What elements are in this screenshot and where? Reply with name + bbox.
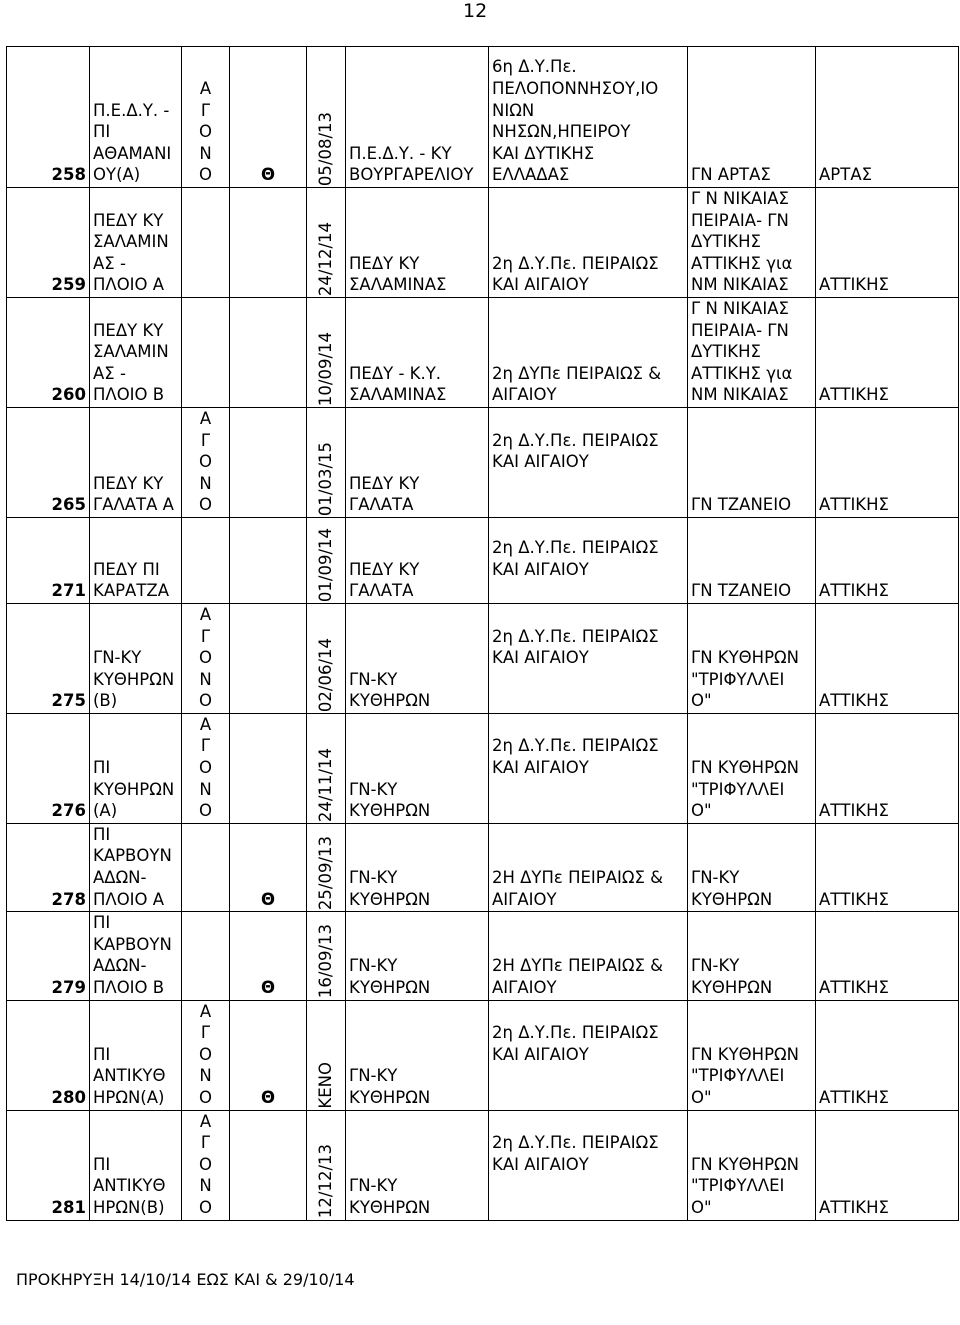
- hospital: ΓΝ ΚΥΘΗΡΩΝ "ΤΡΙΦΥΛΛΕΙ Ο": [688, 713, 816, 823]
- position-code: 275: [7, 603, 90, 713]
- health-center: ΓΝ-ΚΥ ΚΥΘΗΡΩΝ: [346, 1110, 489, 1220]
- theta-mark: Θ: [230, 1000, 307, 1110]
- health-region: 2Η ΔΥΠε ΠΕΙΡΑΙΩΣ & ΑΙΓΑΙΟΥ: [489, 912, 688, 1000]
- position-code: 279: [7, 912, 90, 1000]
- health-region: 2η Δ.Υ.Πε. ΠΕΙΡΑΙΩΣ ΚΑΙ ΑΙΓΑΙΟΥ: [489, 517, 688, 603]
- theta-mark: [230, 407, 307, 517]
- remote-area-letter: Ν: [199, 669, 212, 689]
- position-code: 258: [7, 47, 90, 188]
- date-cell: [307, 912, 346, 1000]
- unit-name: ΠΙ ΑΝΤΙΚΥΘ ΗΡΩΝ(Β): [90, 1110, 182, 1220]
- prefecture: ΑΤΤΙΚΗΣ: [816, 517, 959, 603]
- date-cell: [307, 517, 346, 603]
- vacancy-date: 24/11/14: [316, 747, 335, 822]
- hospital: Γ Ν ΝΙΚΑΙΑΣ ΠΕΙΡΑΙΑ- ΓΝ ΔΥΤΙΚΗΣ ΑΤΤΙΚΗΣ για ΝΜ ΝΙΚΑΙΑΣ: [688, 188, 816, 298]
- health-region: 2η Δ.Υ.Πε. ΠΕΙΡΑΙΩΣ ΚΑΙ ΑΙΓΑΙΟΥ: [489, 603, 688, 713]
- remote-area-flag: [182, 912, 230, 1000]
- remote-area-letter: Α: [199, 1111, 212, 1131]
- position-code: 271: [7, 517, 90, 603]
- prefecture: ΑΤΤΙΚΗΣ: [816, 407, 959, 517]
- vacancy-date: 10/09/14: [316, 331, 335, 406]
- remote-area-letter: Ο: [199, 165, 212, 185]
- theta-mark: [230, 297, 307, 407]
- remote-area-letter: Γ: [200, 626, 211, 646]
- remote-area-letter: Γ: [200, 1023, 211, 1043]
- health-center: ΠΕΔΥ ΚΥ ΓΑΛΑΤΑ: [346, 407, 489, 517]
- date-cell: [307, 188, 346, 298]
- table-row: [7, 517, 959, 603]
- vacancy-date: 05/08/13: [316, 111, 335, 186]
- prefecture: ΑΤΤΙΚΗΣ: [816, 1110, 959, 1220]
- position-code: 276: [7, 713, 90, 823]
- vacancy-date: 24/12/14: [316, 221, 335, 296]
- unit-name: Π.Ε.Δ.Υ. - ΠΙ ΑΘΑΜΑΝΙ ΟΥ(Α): [90, 47, 182, 188]
- health-center: ΓΝ-ΚΥ ΚΥΘΗΡΩΝ: [346, 603, 489, 713]
- remote-area-letter: Ν: [199, 143, 212, 163]
- theta-mark: Θ: [230, 912, 307, 1000]
- remote-area-letter: Γ: [200, 100, 211, 120]
- prefecture: ΑΡΤΑΣ: [816, 47, 959, 188]
- remote-area-letter: Ο: [199, 1197, 212, 1217]
- theta-mark: Θ: [230, 823, 307, 911]
- health-center: ΓΝ-ΚΥ ΚΥΘΗΡΩΝ: [346, 1000, 489, 1110]
- hospital: ΓΝ-ΚΥ ΚΥΘΗΡΩΝ: [688, 823, 816, 911]
- hospital: ΓΝ ΤΖΑΝΕΙΟ: [688, 517, 816, 603]
- remote-area-letter: Ο: [199, 1087, 212, 1107]
- remote-area-letter: Ο: [199, 1154, 212, 1174]
- remote-area-letter: Ν: [199, 1176, 212, 1196]
- theta-mark: [230, 603, 307, 713]
- vacancy-date: 01/09/14: [316, 527, 335, 602]
- hospital: ΓΝ ΑΡΤΑΣ: [688, 47, 816, 188]
- remote-area-letter: Ο: [199, 122, 212, 142]
- health-center: ΓΝ-ΚΥ ΚΥΘΗΡΩΝ: [346, 713, 489, 823]
- vacancy-date: 02/06/14: [316, 637, 335, 712]
- unit-name: ΠΙ ΑΝΤΙΚΥΘ ΗΡΩΝ(Α): [90, 1000, 182, 1110]
- date-cell: [307, 603, 346, 713]
- date-cell: [307, 407, 346, 517]
- theta-mark: [230, 713, 307, 823]
- theta-mark: [230, 1110, 307, 1220]
- remote-area-letter: Γ: [200, 736, 211, 756]
- prefecture: ΑΤΤΙΚΗΣ: [816, 823, 959, 911]
- remote-area-letter: Ο: [199, 691, 212, 711]
- position-code: 260: [7, 297, 90, 407]
- prefecture: ΑΤΤΙΚΗΣ: [816, 603, 959, 713]
- remote-area-letter: Ν: [199, 473, 212, 493]
- remote-area-letter: Ν: [199, 1066, 212, 1086]
- health-center: ΓΝ-ΚΥ ΚΥΘΗΡΩΝ: [346, 912, 489, 1000]
- health-region: 2η Δ.Υ.Πε. ΠΕΙΡΑΙΩΣ ΚΑΙ ΑΙΓΑΙΟΥ: [489, 407, 688, 517]
- remote-area-letter: Α: [199, 604, 212, 624]
- theta-mark: [230, 517, 307, 603]
- remote-area-flag: [182, 823, 230, 911]
- remote-area-flag: [182, 407, 230, 517]
- remote-area-letter: Ν: [199, 779, 212, 799]
- remote-area-letter: Ο: [199, 648, 212, 668]
- health-region: 2η ΔΥΠε ΠΕΙΡΑΙΩΣ & ΑΙΓΑΙΟΥ: [489, 297, 688, 407]
- remote-area-letter: Ο: [199, 495, 212, 515]
- remote-area-letter: Ο: [199, 1044, 212, 1064]
- table-row: [7, 603, 959, 713]
- health-region: 6η Δ.Υ.Πε. ΠΕΛΟΠΟΝΝΗΣΟΥ,ΙΟ ΝΙΩΝ ΝΗΣΩΝ,ΗΠΕΙΡΟΥ ΚΑΙ ΔΥΤΙΚΗΣ ΕΛΛΑΔΑΣ: [489, 47, 688, 188]
- unit-name: ΠΙ ΚΑΡΒΟΥΝ ΑΔΩΝ- ΠΛΟΙΟ Α: [90, 823, 182, 911]
- date-cell: [307, 713, 346, 823]
- unit-name: ΠΕΔΥ ΚΥ ΣΑΛΑΜΙΝ ΑΣ - ΠΛΟΙΟ Α: [90, 188, 182, 298]
- position-code: 280: [7, 1000, 90, 1110]
- health-region: 2Η ΔΥΠε ΠΕΙΡΑΙΩΣ & ΑΙΓΑΙΟΥ: [489, 823, 688, 911]
- unit-name: ΠΕΔΥ ΚΥ ΣΑΛΑΜΙΝ ΑΣ - ΠΛΟΙΟ Β: [90, 297, 182, 407]
- table-row: [7, 1000, 959, 1110]
- remote-area-letter: Γ: [200, 430, 211, 450]
- remote-area-flag: [182, 297, 230, 407]
- table-row: [7, 823, 959, 911]
- remote-area-flag: [182, 713, 230, 823]
- health-center: ΠΕΔΥ - Κ.Υ. ΣΑΛΑΜΙΝΑΣ: [346, 297, 489, 407]
- position-code: 259: [7, 188, 90, 298]
- position-code: 278: [7, 823, 90, 911]
- hospital: ΓΝ ΤΖΑΝΕΙΟ: [688, 407, 816, 517]
- prefecture: ΑΤΤΙΚΗΣ: [816, 297, 959, 407]
- health-region: 2η Δ.Υ.Πε. ΠΕΙΡΑΙΩΣ ΚΑΙ ΑΙΓΑΙΟΥ: [489, 188, 688, 298]
- prefecture: ΑΤΤΙΚΗΣ: [816, 912, 959, 1000]
- remote-area-letter: Ο: [199, 758, 212, 778]
- footer-note: ΠΡΟΚΗΡΥΞΗ 14/10/14 ΕΩΣ ΚΑΙ & 29/10/14: [16, 1270, 355, 1289]
- date-cell: [307, 1110, 346, 1220]
- date-cell: [307, 823, 346, 911]
- prefecture: ΑΤΤΙΚΗΣ: [816, 1000, 959, 1110]
- table-row: [7, 297, 959, 407]
- vacancy-date: 25/09/13: [316, 836, 335, 911]
- remote-area-letter: Ο: [199, 801, 212, 821]
- table-row: [7, 407, 959, 517]
- hospital: ΓΝ ΚΥΘΗΡΩΝ "ΤΡΙΦΥΛΛΕΙ Ο": [688, 1000, 816, 1110]
- prefecture: ΑΤΤΙΚΗΣ: [816, 713, 959, 823]
- vacancy-date: 12/12/13: [316, 1144, 335, 1219]
- remote-area-letter: Ο: [199, 452, 212, 472]
- remote-area-letter: Α: [199, 1001, 212, 1021]
- page-number: 12: [463, 0, 488, 22]
- remote-area-letter: Γ: [200, 1133, 211, 1153]
- date-cell: [307, 1000, 346, 1110]
- health-center: ΠΕΔΥ ΚΥ ΣΑΛΑΜΙΝΑΣ: [346, 188, 489, 298]
- remote-area-flag: [182, 603, 230, 713]
- vacancy-date: 01/03/15: [316, 441, 335, 516]
- remote-area-letter: Α: [199, 408, 212, 428]
- remote-area-letter: Α: [199, 79, 212, 99]
- table-row: [7, 47, 959, 188]
- table-body: [7, 47, 959, 1221]
- health-center: Π.Ε.Δ.Υ. - ΚΥ ΒΟΥΡΓΑΡΕΛΙΟΥ: [346, 47, 489, 188]
- health-region: 2η Δ.Υ.Πε. ΠΕΙΡΑΙΩΣ ΚΑΙ ΑΙΓΑΙΟΥ: [489, 1000, 688, 1110]
- hospital: Γ Ν ΝΙΚΑΙΑΣ ΠΕΙΡΑΙΑ- ΓΝ ΔΥΤΙΚΗΣ ΑΤΤΙΚΗΣ για ΝΜ ΝΙΚΑΙΑΣ: [688, 297, 816, 407]
- hospital: ΓΝ-ΚΥ ΚΥΘΗΡΩΝ: [688, 912, 816, 1000]
- unit-name: ΠΙ ΚΑΡΒΟΥΝ ΑΔΩΝ- ΠΛΟΙΟ Β: [90, 912, 182, 1000]
- remote-area-flag: [182, 1110, 230, 1220]
- prefecture: ΑΤΤΙΚΗΣ: [816, 188, 959, 298]
- remote-area-flag: [182, 47, 230, 188]
- date-cell: [307, 47, 346, 188]
- vacancy-date: ΚΕΝΟ: [316, 1061, 335, 1109]
- position-code: 281: [7, 1110, 90, 1220]
- remote-area-flag: [182, 188, 230, 298]
- table-row: [7, 188, 959, 298]
- table-row: [7, 912, 959, 1000]
- unit-name: ΓΝ-ΚΥ ΚΥΘΗΡΩΝ (Β): [90, 603, 182, 713]
- table-row: [7, 1110, 959, 1220]
- health-region: 2η Δ.Υ.Πε. ΠΕΙΡΑΙΩΣ ΚΑΙ ΑΙΓΑΙΟΥ: [489, 1110, 688, 1220]
- health-center: ΠΕΔΥ ΚΥ ΓΑΛΑΤΑ: [346, 517, 489, 603]
- unit-name: ΠΕΔΥ ΠΙ ΚΑΡΑΤΖΑ: [90, 517, 182, 603]
- position-code: 265: [7, 407, 90, 517]
- remote-area-letter: Α: [199, 714, 212, 734]
- unit-name: ΠΕΔΥ ΚΥ ΓΑΛΑΤΑ Α: [90, 407, 182, 517]
- remote-area-flag: [182, 1000, 230, 1110]
- health-region: 2η Δ.Υ.Πε. ΠΕΙΡΑΙΩΣ ΚΑΙ ΑΙΓΑΙΟΥ: [489, 713, 688, 823]
- theta-mark: [230, 188, 307, 298]
- hospital: ΓΝ ΚΥΘΗΡΩΝ "ΤΡΙΦΥΛΛΕΙ Ο": [688, 603, 816, 713]
- theta-mark: Θ: [230, 47, 307, 188]
- unit-name: ΠΙ ΚΥΘΗΡΩΝ (Α): [90, 713, 182, 823]
- vacancy-date: 16/09/13: [316, 924, 335, 999]
- positions-table: [6, 46, 959, 1221]
- date-cell: [307, 297, 346, 407]
- table-row: [7, 713, 959, 823]
- health-center: ΓΝ-ΚΥ ΚΥΘΗΡΩΝ: [346, 823, 489, 911]
- hospital: ΓΝ ΚΥΘΗΡΩΝ "ΤΡΙΦΥΛΛΕΙ Ο": [688, 1110, 816, 1220]
- remote-area-flag: [182, 517, 230, 603]
